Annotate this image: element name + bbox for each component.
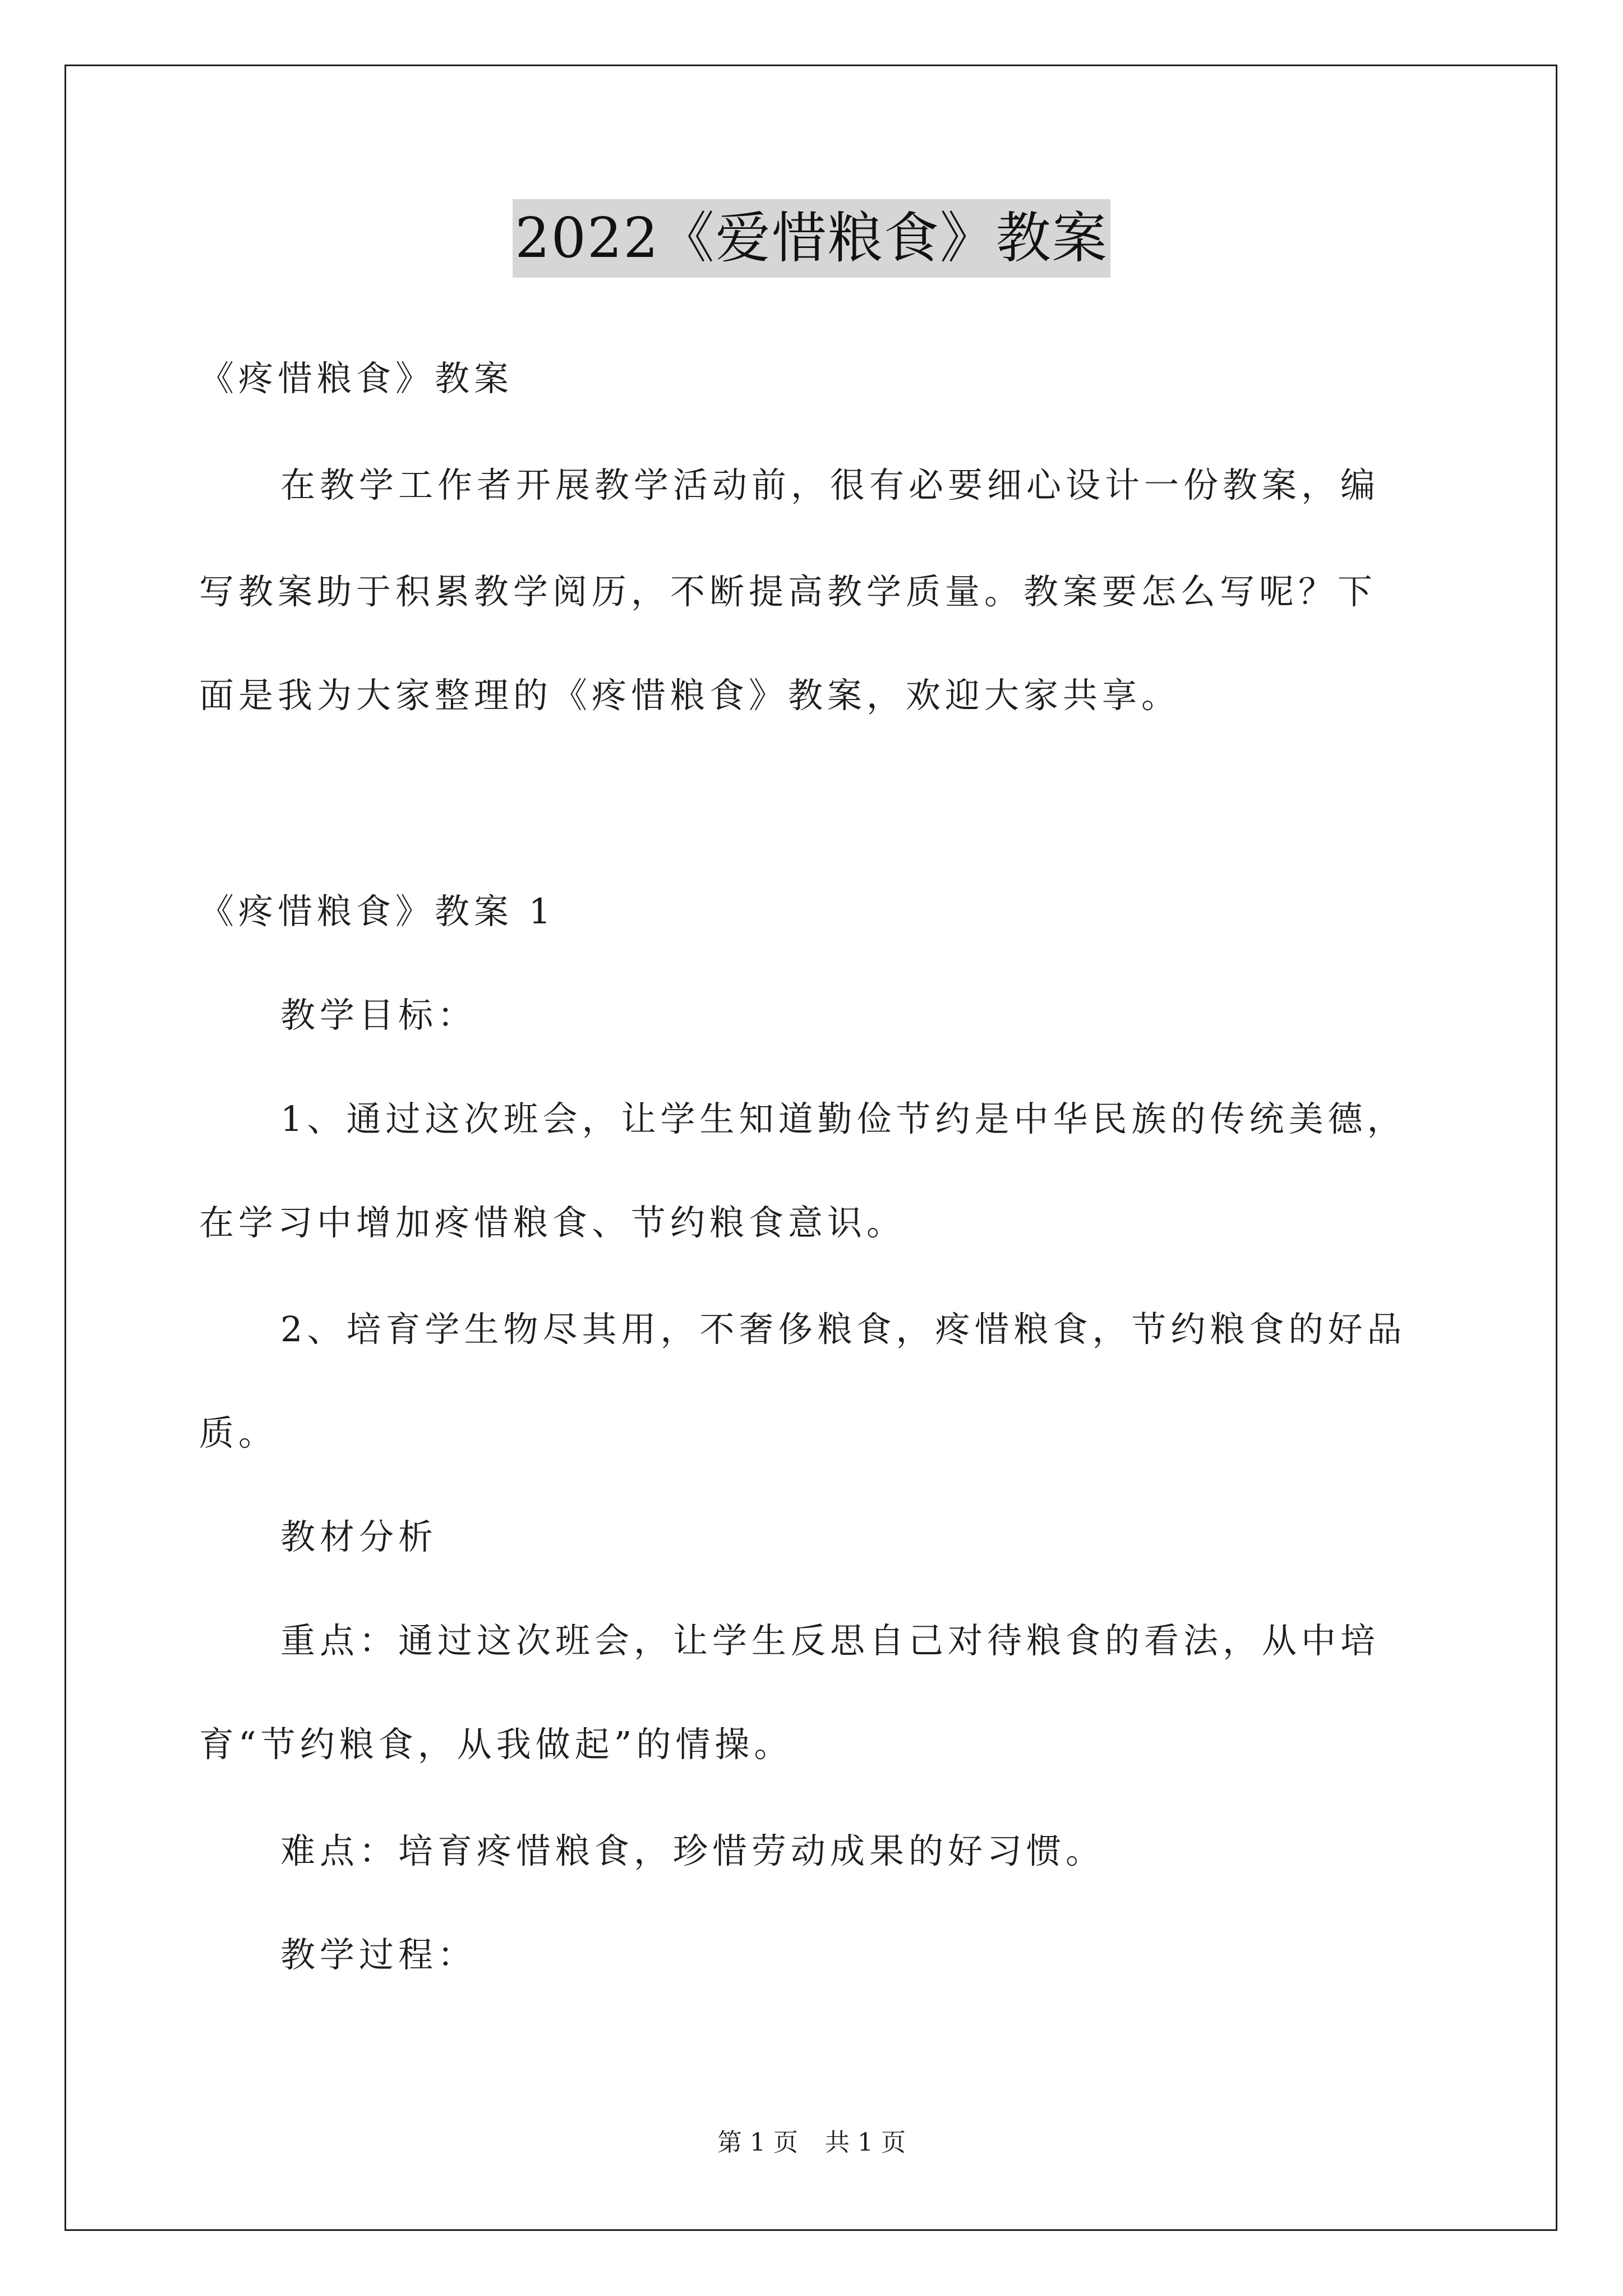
objective-2-line-2: 质。: [199, 1412, 278, 1453]
key-point-line-2: 育“节约粮食，从我做起”的情操。: [199, 1724, 794, 1765]
subtitle-line: 《疼惜粮食》教案: [199, 358, 514, 399]
section-heading: 《疼惜粮食》教案 1: [199, 891, 556, 932]
intro-line-1: 在教学工作者开展教学活动前，很有必要细心设计一份教案，编: [280, 464, 1380, 505]
page-footer: [0, 2126, 1623, 2160]
page-total: 共 1 页: [825, 2128, 906, 2157]
page-current: 第 1 页: [717, 2128, 798, 2157]
analysis-heading: 教材分析: [280, 1516, 438, 1557]
difficulty-line: 难点：培育疼惜粮食，珍惜劳动成果的好习惯。: [280, 1830, 1105, 1871]
title-container: [0, 199, 1623, 278]
intro-line-2: 写教案助于积累教学阅历，不断提高教学质量。教案要怎么写呢？下: [199, 571, 1377, 612]
objective-1-line-1: 1、通过这次班会，让学生知道勤俭节约是中华民族的传统美德，: [280, 1098, 1407, 1139]
intro-line-3: 面是我为大家整理的《疼惜粮食》教案，欢迎大家共享。: [199, 675, 1181, 716]
key-point-line-1: 重点：通过这次班会，让学生反思自己对待粮食的看法，从中培: [280, 1620, 1380, 1661]
document-title: 2022《爱惜粮食》教案: [513, 199, 1110, 278]
objective-1-line-2: 在学习中增加疼惜粮食、节约粮食意识。: [199, 1202, 906, 1243]
objective-2-line-1: 2、培育学生物尽其用，不奢侈粮食，疼惜粮食，节约粮食的好品: [280, 1309, 1407, 1350]
objectives-heading: 教学目标：: [280, 995, 477, 1036]
process-heading: 教学过程：: [280, 1934, 477, 1975]
